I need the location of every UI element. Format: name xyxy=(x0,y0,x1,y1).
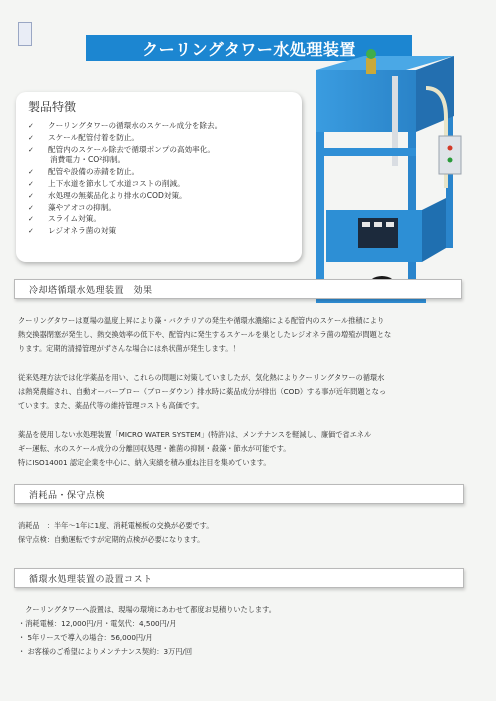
section-header-effects xyxy=(14,279,462,299)
valve xyxy=(366,58,376,74)
features-title: 製品特徴 xyxy=(28,100,77,114)
feature-item: ✓ 藻やアオコの抑制。 xyxy=(28,202,116,212)
check-icon: ✓ xyxy=(28,122,34,130)
feature-item: ✓ 配管や設備の赤錆を防止。 xyxy=(28,167,140,177)
feature-subline: 消費電力・CO²抑制。 xyxy=(50,155,126,165)
paragraph-cost: クーリングタワーへ設置は、現場の環境にあわせて都度お見積りいたします。 ・消耗電極：12,000円/月・電気代：4,500円/月 ・ 5年リースで導入の場合：56,000円/月 ・ お客様のご希望によりメンテナンス契約：3万円/回 xyxy=(18,605,276,656)
paragraph-solution: 薬品を使用しない水処理装置「MICRO WATER SYSTEM」(特許)は、メンテナンスを軽減し、廉価で省エネル ギー運転、水のスケール成分の分離回収処理・雑菌の抑制・殺藻・節水が可能です。 特にISO14001 認定企業を中心に、納入実績を積み重ね注目を集めています。 xyxy=(18,430,372,467)
indicator-light xyxy=(448,146,453,151)
check-icon: ✓ xyxy=(28,203,34,212)
frame-leg xyxy=(316,118,324,298)
gauge xyxy=(374,222,382,227)
valve-handle xyxy=(366,49,376,59)
feature-item: ✓ クーリングタワーの循環水のスケール成分を除去。 xyxy=(28,121,223,130)
page-title: クーリングタワー水処理装置 xyxy=(142,39,356,59)
feature-list xyxy=(28,122,222,239)
control-box xyxy=(439,136,461,174)
check-icon: ✓ xyxy=(28,191,34,200)
feature-item: ✓ スライム対策。 xyxy=(28,214,101,224)
corner-mark xyxy=(18,22,32,46)
gauge xyxy=(362,222,370,227)
lower-tank-side xyxy=(422,198,446,262)
paragraph-maintenance: 消耗品 ：半年～1年に1度、消耗電極板の交換が必要です。 保守点検：自動運転ですが定期的点検が必要になります。 xyxy=(18,521,214,544)
section-header-cost xyxy=(14,568,464,588)
indicator-light xyxy=(448,158,453,163)
check-icon: ✓ xyxy=(28,179,34,188)
feature-item: ✓ スケール配管付着を防止。 xyxy=(28,132,139,142)
check-icon: ✓ xyxy=(28,133,34,142)
check-icon: ✓ xyxy=(28,215,34,224)
feature-item: ✓ 水処理の無薬品化より排水のCOD対策。 xyxy=(28,190,187,200)
section-title: 冷却塔循環水処理装置 効果 xyxy=(29,285,153,296)
section-header-maintenance xyxy=(14,484,464,504)
features-box xyxy=(16,92,302,262)
paragraph-problem: クーリングタワーは夏場の温度上昇により藻・バクテリアの発生や循環水濃縮による配管内のスケール推積により 熱交換器閉塞が発生し、熱交換効率の低下や、配管内に発生するスケールを巣としたレジオネラ菌の増殖が問題とな ります。定期的清掃管理がずさんな場合には糸状菌が発生します。！ xyxy=(18,316,392,353)
section-title: 消耗品・保守点検 xyxy=(29,490,106,501)
check-icon: ✓ xyxy=(28,145,34,154)
feature-item: ✓ レジオネラ菌の対策 xyxy=(28,226,117,236)
gauge xyxy=(386,222,394,227)
frame-leg xyxy=(408,118,416,300)
feature-item: ✓ 上下水道を節水して水道コストの削減。 xyxy=(28,178,185,188)
paragraph-conventional: 従来処理方法では化学薬品を用い、これらの問題に対策していましたが、気化熱によりクーリングタワーの循環水 は熱発農縮され、自動オーバーブロー（ブローダウン）排水時に薬品成分が排出（COD）する事が近年問題となっ ています。また、薬品代等の維持管理コストも高価です。 xyxy=(18,373,387,410)
check-icon: ✓ xyxy=(28,168,34,177)
feature-item: ✓ 配管内のスケール除去で循環ポンプの高効率化。 xyxy=(28,144,215,154)
shelf xyxy=(316,148,416,156)
water-treatment-unit-illustration xyxy=(296,48,486,310)
upper-tank xyxy=(316,70,416,132)
section-title: 循環水処理装置の設置コスト xyxy=(29,574,153,585)
check-icon: ✓ xyxy=(28,227,34,236)
